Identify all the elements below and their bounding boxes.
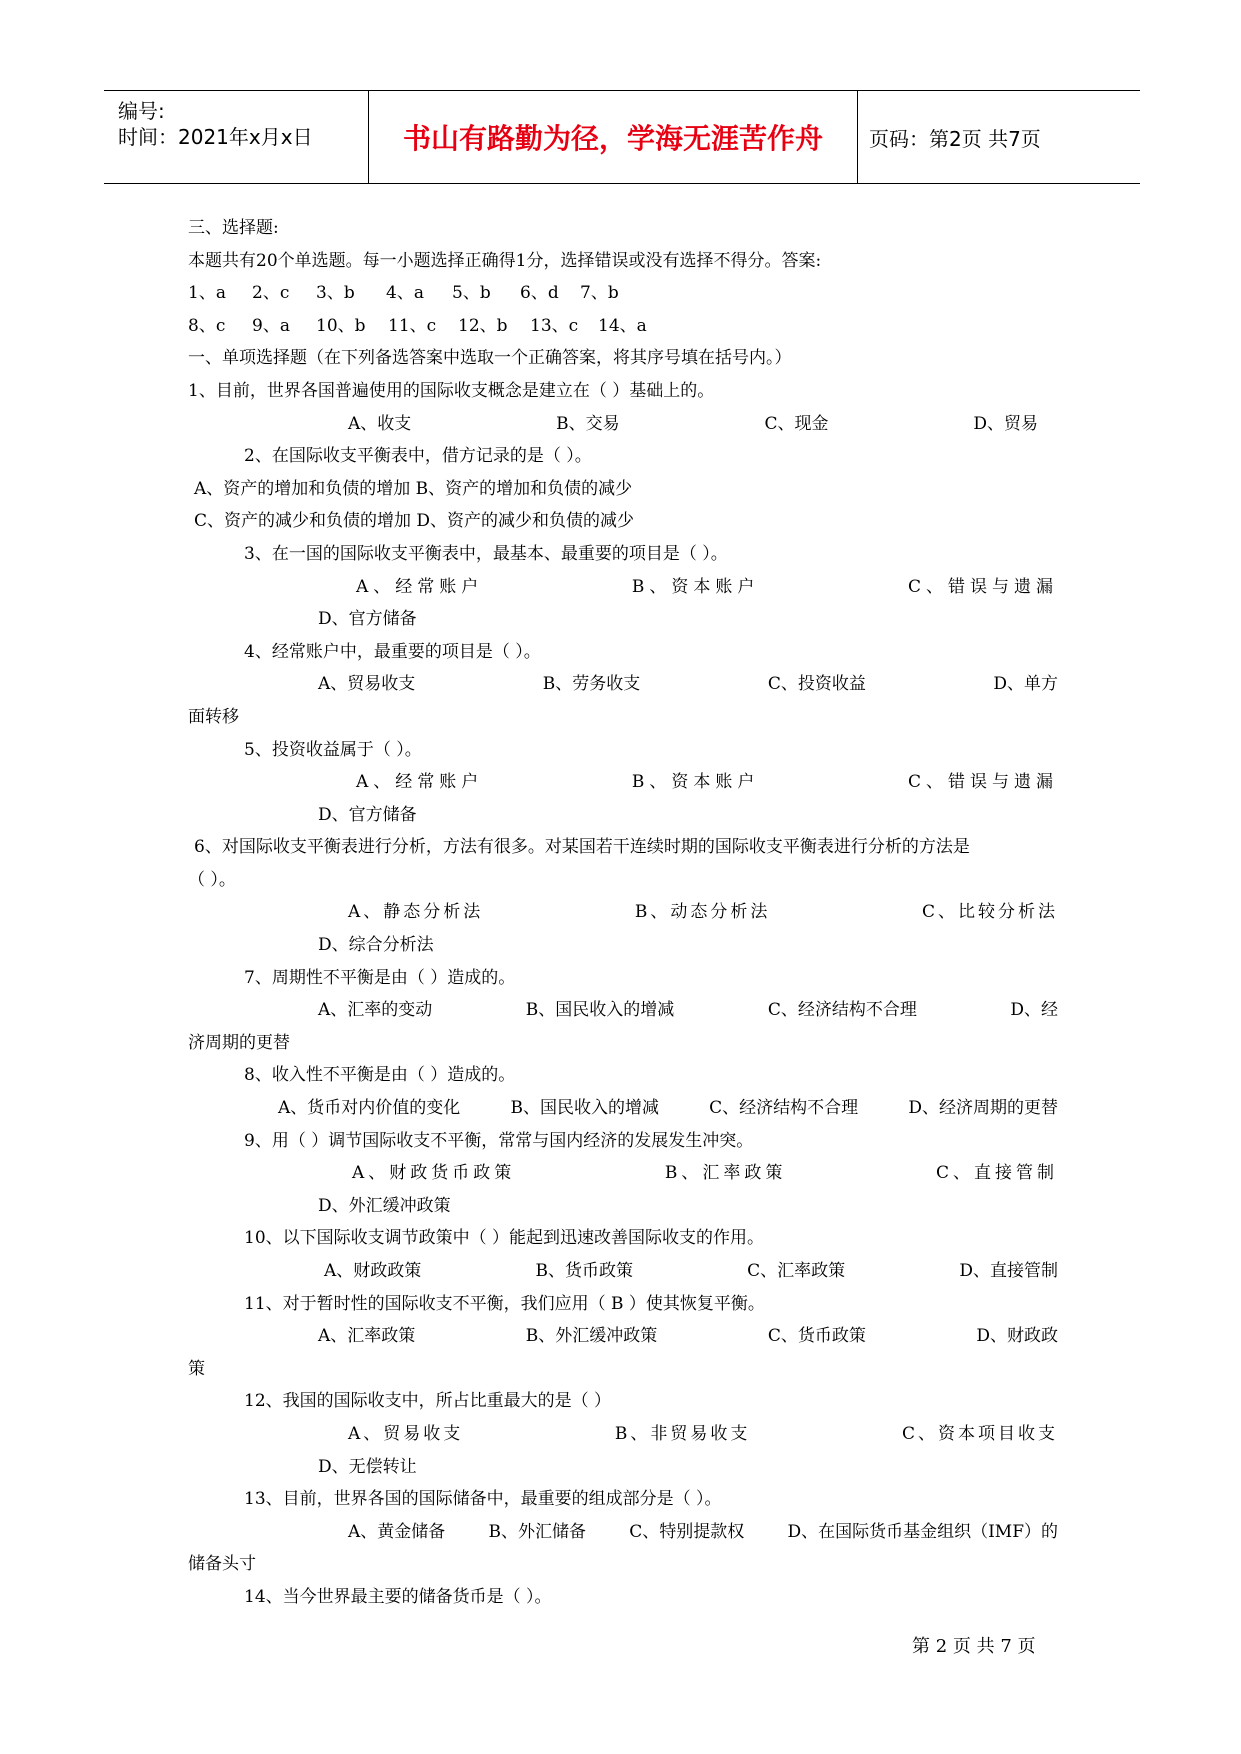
question-13-stem: 13、目前，世界各国的国际储备中，最重要的组成部分是（ ）。 xyxy=(244,1489,722,1510)
question-9-options xyxy=(188,1157,1058,1190)
answer-item: 11、c xyxy=(388,315,437,336)
option-c: C、比较分析法 xyxy=(921,902,1058,923)
option-a: A、黄金储备 xyxy=(348,1521,446,1542)
question-3-stem: 3、在一国的国际收支平衡表中，最基本、最重要的项目是（ ）。 xyxy=(244,543,728,564)
question-2-stem: 2、在国际收支平衡表中，借方记录的是（ ）。 xyxy=(244,446,592,467)
option-a: A、汇率的变动 xyxy=(318,1000,433,1021)
question-5-options xyxy=(188,766,1058,799)
option-b: B、货币政策 xyxy=(535,1261,633,1281)
answer-item: 12、b xyxy=(458,315,508,336)
header-right-cell xyxy=(857,91,1140,183)
question-8-stem: 8、收入性不平衡是由（ ）造成的。 xyxy=(244,1065,516,1086)
section-title: 三、选择题: xyxy=(188,218,279,238)
option-d: D、经济周期的更替 xyxy=(908,1098,1058,1119)
question-10-stem: 10、以下国际收支调节政策中（ ）能起到迅速改善国际收支的作用。 xyxy=(244,1228,765,1249)
option-b: B、动态分析法 xyxy=(634,902,771,923)
question-4-stem: 4、经常账户中，最重要的项目是（ ）。 xyxy=(244,641,541,662)
answer-item: 2、c xyxy=(252,283,290,304)
document-header xyxy=(104,90,1140,184)
option-c: C、错误与遗漏 xyxy=(907,772,1058,793)
option-c: C、货币政策 xyxy=(767,1326,866,1347)
question-9-option-d: D、外汇缓冲政策 xyxy=(318,1195,451,1216)
question-12-stem: 12、我国的国际收支中，所占比重最大的是（ ） xyxy=(244,1391,612,1412)
question-7-continuation: 济周期的更替 xyxy=(188,1032,290,1053)
option-c: C、资本项目收支 xyxy=(901,1423,1058,1444)
option-b: B、资本账户 xyxy=(631,576,760,597)
question-9-stem: 9、用（ ）调节国际收支不平衡，常常与国内经济的发展发生冲突。 xyxy=(244,1130,754,1151)
header-middle-cell xyxy=(368,91,858,183)
option-c: C、直接管制 xyxy=(935,1163,1058,1184)
question-6-options xyxy=(188,896,1058,929)
answer-row-2 xyxy=(188,310,1058,343)
option-b: B、汇率政策 xyxy=(664,1163,787,1184)
option-a: A、货币对内价值的变化 xyxy=(278,1098,461,1119)
option-c: C、经济结构不合理 xyxy=(709,1098,859,1119)
question-12-option-d: D、无偿转让 xyxy=(318,1456,417,1477)
option-d: D、贸易 xyxy=(973,413,1038,434)
answer-item: 14、a xyxy=(598,315,647,336)
option-a: A、财政政策 xyxy=(324,1261,422,1281)
question-1-stem: 1、目前，世界各国普遍使用的国际收支概念是建立在（ ）基础上的。 xyxy=(188,380,715,401)
answer-item: 13、c xyxy=(530,315,579,336)
option-c: C、投资收益 xyxy=(767,674,866,695)
option-b: B、国民收入的增减 xyxy=(525,1000,675,1021)
option-d: D、直接管制 xyxy=(959,1261,1058,1281)
answer-item: 8、c xyxy=(188,315,226,336)
question-6-stem: 6、对国际收支平衡表进行分析，方法有很多。对某国若干连续时期的国际收支平衡表进行分析的方法是 xyxy=(194,837,970,858)
question-2-options-line-1: A、资产的增加和负债的增加 B、资产的增加和负债的减少 xyxy=(194,478,633,499)
document-body xyxy=(188,212,1058,1614)
question-11-stem: 11、对于暂时性的国际收支不平衡，我们应用（ B ）使其恢复平衡。 xyxy=(244,1293,765,1314)
question-4-options xyxy=(188,668,1058,701)
option-a: A、静态分析法 xyxy=(348,902,484,923)
option-d: D、在国际货币基金组织（IMF）的 xyxy=(787,1521,1058,1542)
answer-item: 10、b xyxy=(316,315,366,336)
option-d: D、单方 xyxy=(993,674,1058,695)
option-d: D、财政政 xyxy=(976,1326,1058,1347)
question-7-options xyxy=(188,994,1058,1027)
question-13-options xyxy=(188,1516,1058,1549)
option-c: C、汇率政策 xyxy=(747,1261,846,1281)
question-12-options xyxy=(188,1418,1058,1451)
option-a: A、收支 xyxy=(348,413,412,434)
question-11-options xyxy=(188,1320,1058,1353)
answer-item: 9、a xyxy=(252,315,290,336)
option-b: B、资本账户 xyxy=(631,772,760,793)
header-left-cell xyxy=(104,91,368,183)
option-c: C、错误与遗漏 xyxy=(907,576,1058,597)
answer-item: 7、b xyxy=(580,283,619,304)
question-6-stem-continuation: （ ）。 xyxy=(188,869,236,890)
option-a: A、经常账户 xyxy=(356,576,484,597)
header-page-code: 页码：第2页 共7页 xyxy=(869,127,1041,151)
question-5-option-d: D、官方储备 xyxy=(318,804,417,825)
page-footer: 第 2 页 共 7 页 xyxy=(912,1636,1036,1657)
option-c: C、特别提款权 xyxy=(629,1521,745,1542)
document-time-label: 时间：2021年x月x日 xyxy=(118,125,313,149)
option-a: A、贸易收支 xyxy=(348,1423,464,1444)
question-10-options xyxy=(188,1255,1058,1288)
header-motto: 书山有路勤为径，学海无涯苦作舟 xyxy=(402,122,823,155)
option-b: B、非贸易收支 xyxy=(614,1423,751,1444)
option-b: B、交易 xyxy=(556,413,620,434)
answer-item: 4、a xyxy=(386,283,424,304)
option-a: A、贸易收支 xyxy=(318,674,416,695)
question-14-stem: 14、当今世界最主要的储备货币是（ ）。 xyxy=(244,1586,552,1607)
option-b: B、劳务收支 xyxy=(542,674,641,695)
question-2-options-line-2: C、资产的减少和负债的增加 D、资产的减少和负债的减少 xyxy=(194,511,635,532)
option-d: D、经 xyxy=(1010,1000,1058,1021)
question-8-options xyxy=(188,1092,1058,1125)
question-3-options xyxy=(188,571,1058,604)
option-a: A、经常账户 xyxy=(356,772,484,793)
answer-row-1 xyxy=(188,277,1058,310)
question-3-option-d: D、官方储备 xyxy=(318,609,417,630)
answer-item: 3、b xyxy=(316,283,355,304)
answer-item: 5、b xyxy=(452,283,491,304)
question-7-stem: 7、周期性不平衡是由（ ）造成的。 xyxy=(244,967,516,988)
option-b: B、国民收入的增减 xyxy=(510,1098,659,1119)
option-a: A、汇率政策 xyxy=(318,1326,416,1347)
option-c: C、经济结构不合理 xyxy=(767,1000,917,1021)
option-b: B、外汇储备 xyxy=(488,1521,586,1542)
option-c: C、现金 xyxy=(764,413,829,434)
part-title: 一、单项选择题（在下列备选答案中选取一个正确答案，将其序号填在括号内。） xyxy=(188,348,792,369)
question-11-continuation: 策 xyxy=(188,1358,205,1379)
document-number-label: 编号: xyxy=(118,99,165,123)
question-4-continuation: 面转移 xyxy=(188,706,239,727)
question-13-continuation: 储备头寸 xyxy=(188,1554,256,1575)
answer-item: 1、a xyxy=(188,283,226,304)
section-intro: 本题共有20个单选题。每一小题选择正确得1分，选择错误或没有选择不得分。答案: xyxy=(188,250,822,271)
question-1-options xyxy=(188,408,1058,441)
option-a: A、财政货币政策 xyxy=(352,1163,516,1184)
question-5-stem: 5、投资收益属于（ ）。 xyxy=(244,739,422,760)
answer-item: 6、d xyxy=(520,283,559,304)
option-b: B、外汇缓冲政策 xyxy=(525,1326,658,1347)
question-6-option-d: D、综合分析法 xyxy=(318,935,434,956)
